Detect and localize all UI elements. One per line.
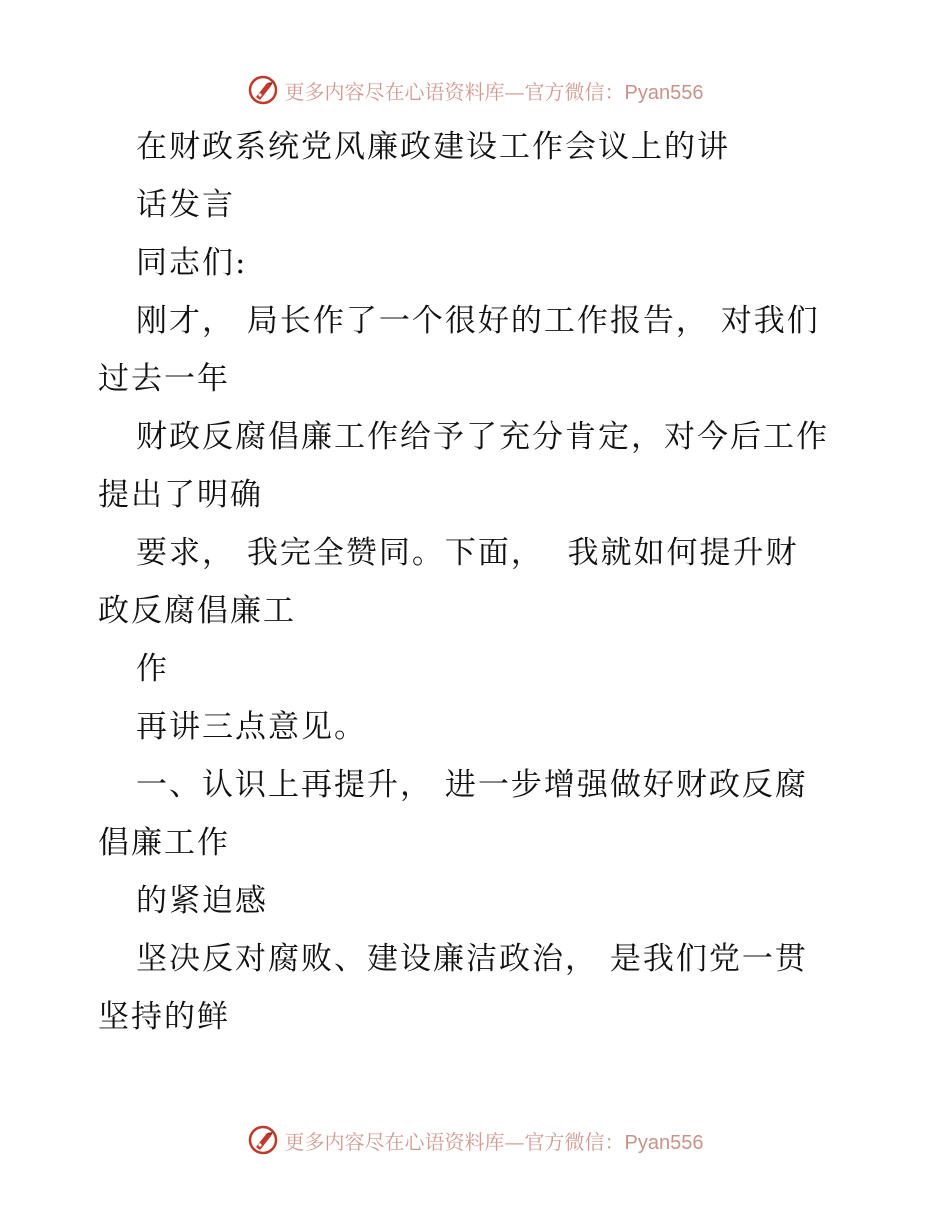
document-line: 要求， 我完全赞同。下面， 我就如何提升财 [136,535,799,571]
document-line: 刚才， 局长作了一个很好的工作报告， 对我们 [136,303,820,339]
document-line: 在财政系统党风廉政建设工作会议上的讲 [136,129,730,165]
document-line: 坚持的鲜 [98,999,230,1035]
document-line: 财政反腐倡廉工作给予了充分肯定，对今后工作 [136,419,829,455]
footer-banner [0,1120,950,1160]
document-line: 坚决反对腐败、建设廉洁政治， 是我们党一贯 [136,941,808,977]
header-wechat-id: Pyan556 [624,81,704,104]
document-line: 作 [136,651,169,687]
pen-nib-logo-icon [247,74,279,106]
header-banner-label: 更多内容尽在心语资料库—官方微信： [284,79,625,104]
footer-banner-text [285,1126,704,1155]
header-banner [0,70,950,110]
document-line: 倡廉工作 [98,825,230,861]
footer-wechat-id: Pyan556 [624,1131,704,1154]
document-line: 过去一年 [98,361,230,397]
document-line: 再讲三点意见。 [136,709,367,745]
header-banner-text [285,76,704,105]
document-line: 同志们: [136,245,248,281]
document-line: 话发言 [136,187,235,223]
document-line: 的紧迫感 [136,883,268,919]
document-line: 一、认识上再提升， 进一步增强做好财政反腐 [136,767,808,803]
pen-nib-logo-icon [247,1124,279,1156]
document-body [98,118,858,1046]
footer-banner-label: 更多内容尽在心语资料库—官方微信： [284,1129,625,1154]
document-line: 提出了明确 [98,477,263,513]
document-line: 政反腐倡廉工 [98,593,296,629]
